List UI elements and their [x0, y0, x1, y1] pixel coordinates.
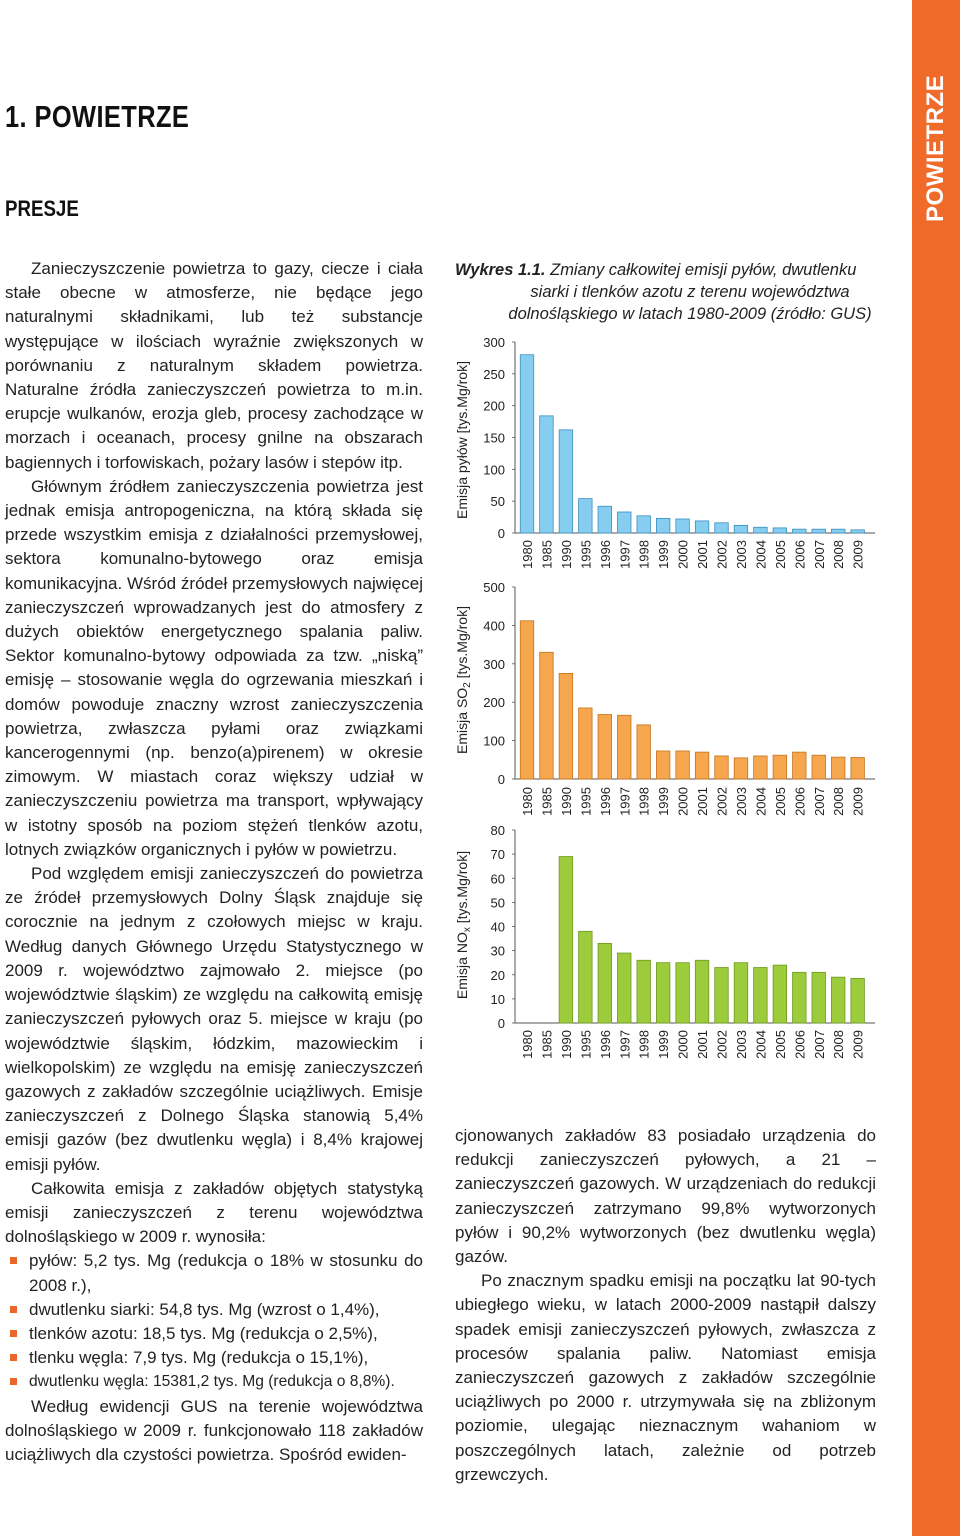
- bar-1980: [520, 355, 534, 533]
- bar-2005: [773, 528, 787, 533]
- bar-2008: [831, 757, 845, 779]
- y-tick-label: 200: [483, 695, 505, 711]
- x-tick-label: 1999: [656, 787, 672, 816]
- paragraph-intro: Zanieczyszczenie powietrza to gazy, ciecze i ciała stałe obecne w atmosferze, nie będące jego naturalnymi składnikami, lub też substancje występujące w ilościach wyraźnie zwiększonych w porównaniu z naturalnym składem powietrza. Naturalne źródła zanieczyszczeń powietrza to m.in. erupcje wulkanów, erozja gleb, procesy zachodzące w morzach i oceanach, procesy gnilne na obszarach bagiennych i torfowiskach, pożary lasów i stepów itp.: [5, 259, 423, 472]
- bar-2003: [734, 963, 748, 1023]
- bar-1996: [598, 506, 612, 533]
- y-tick-label: 150: [483, 430, 505, 446]
- bar-1999: [656, 751, 670, 779]
- bar-1999: [656, 963, 670, 1023]
- bar-2005: [773, 965, 787, 1023]
- x-tick-label: 2009: [850, 540, 866, 569]
- list-item: dwutlenku siarki: 54,8 tys. Mg (wzrost o 1,4%),: [5, 1298, 423, 1322]
- x-tick-label: 2003: [733, 1030, 749, 1059]
- y-tick-label: 10: [490, 991, 505, 1007]
- x-tick-label: 1997: [617, 787, 633, 816]
- bar-1997: [618, 715, 632, 779]
- bar-1996: [598, 714, 612, 779]
- bar-2006: [793, 752, 807, 779]
- list-item: tlenków azotu: 18,5 tys. Mg (redukcja o 2,5%),: [5, 1322, 423, 1346]
- list-item: pyłów: 5,2 tys. Mg (redukcja o 18% w stosunku do 2008 r.),: [5, 1249, 423, 1297]
- bar-2003: [734, 758, 748, 779]
- x-tick-label: 2004: [753, 540, 769, 569]
- paragraph-gus-records: Według ewidencji GUS na terenie województwa dolnośląskiego w 2009 r. funkcjonowało 118 zakładów uciążliwych dla czystości powietrza. Spośród ewiden-: [5, 1396, 423, 1464]
- x-tick-label: 1999: [656, 540, 672, 569]
- y-tick-label: 60: [490, 871, 505, 887]
- x-tick-label: 2009: [850, 787, 866, 816]
- chart-panel-2: [454, 580, 875, 816]
- paragraph-reduction-devices: cjonowanych zakładów 83 posiadało urządzenia do redukcji zanieczyszczeń pyłowych, a 21 – zanieczyszczeń gazowych. W urządzeniach do redukcji zanieczyszczeń zatrzymano 99,8% wytworzonych pyłów i 90,2% wytworzonych (bez dwutlenku węgla) gazów.: [455, 1126, 876, 1267]
- y-tick-label: 200: [483, 398, 505, 414]
- bar-2009: [851, 757, 865, 779]
- right-column: [455, 1124, 876, 1487]
- x-tick-label: 2006: [792, 787, 808, 816]
- x-tick-label: 2002: [714, 787, 730, 816]
- bar-2008: [831, 977, 845, 1023]
- chart-panel-3: [454, 823, 875, 1059]
- x-tick-label: 1997: [617, 540, 633, 569]
- x-tick-label: 2003: [733, 540, 749, 569]
- x-tick-label: 2007: [811, 787, 827, 816]
- bar-2004: [754, 527, 768, 533]
- emission-charts: [450, 325, 880, 1070]
- bar-2001: [695, 752, 709, 779]
- list-item: tlenku węgla: 7,9 tys. Mg (redukcja o 15,1%),: [5, 1346, 423, 1370]
- bar-2007: [812, 972, 826, 1023]
- y-tick-label: 300: [483, 335, 505, 350]
- y-axis-label: Emisja $NO_x$ [tys.Mg/rok]: [454, 850, 473, 1000]
- bar-2002: [715, 968, 729, 1023]
- y-tick-label: 0: [497, 1016, 505, 1031]
- bar-2007: [812, 529, 826, 533]
- y-tick-label: 250: [483, 366, 505, 382]
- y-tick-label: 80: [490, 823, 505, 838]
- side-section-label: POWIETRZE: [922, 74, 949, 222]
- bar-2006: [793, 529, 807, 533]
- y-tick-label: 20: [490, 967, 505, 983]
- page-title: 1. POWIETRZE: [5, 99, 190, 134]
- bar-1998: [637, 960, 651, 1023]
- y-tick-label: 0: [497, 772, 505, 787]
- x-tick-label: 2004: [753, 787, 769, 816]
- x-tick-label: 1985: [539, 787, 555, 816]
- left-column: [5, 257, 423, 1467]
- x-tick-label: 1998: [636, 1030, 652, 1059]
- x-tick-label: 2000: [675, 540, 691, 569]
- y-tick-label: 400: [483, 618, 505, 634]
- x-tick-label: 2008: [831, 787, 847, 816]
- bar-1995: [579, 708, 593, 779]
- list-item: dwutlenku węgla: 15381,2 tys. Mg (redukcja o 8,8%).: [5, 1370, 423, 1394]
- x-tick-label: 1996: [597, 787, 613, 816]
- bar-2008: [831, 529, 845, 533]
- x-tick-label: 2001: [695, 1030, 711, 1059]
- y-tick-label: 30: [490, 943, 505, 959]
- x-tick-label: 2005: [772, 1030, 788, 1059]
- bar-2006: [793, 972, 807, 1023]
- x-tick-label: 1995: [578, 787, 594, 816]
- bar-2001: [695, 960, 709, 1023]
- x-tick-label: 1997: [617, 1030, 633, 1059]
- x-tick-label: 2004: [753, 1030, 769, 1059]
- y-tick-label: 300: [483, 656, 505, 672]
- bar-1995: [579, 499, 593, 533]
- x-tick-label: 1980: [520, 540, 535, 569]
- bar-2004: [754, 968, 768, 1023]
- x-tick-label: 1996: [597, 1030, 613, 1059]
- x-tick-label: 2006: [792, 540, 808, 569]
- chart-caption-label: Wykres 1.1.: [455, 261, 546, 279]
- bar-1998: [637, 725, 651, 779]
- x-tick-label: 2002: [714, 1030, 730, 1059]
- bar-2000: [676, 751, 690, 779]
- x-tick-label: 2002: [714, 540, 730, 569]
- y-tick-label: 100: [483, 733, 505, 749]
- side-band: [912, 0, 960, 1536]
- y-tick-label: 100: [483, 462, 505, 478]
- x-tick-label: 2003: [733, 787, 749, 816]
- bar-2004: [754, 756, 768, 779]
- x-tick-label: 1980: [520, 787, 535, 816]
- x-tick-label: 1998: [636, 787, 652, 816]
- x-tick-label: 2001: [695, 540, 711, 569]
- emission-list: [5, 1249, 423, 1394]
- x-tick-label: 1990: [558, 1030, 574, 1059]
- bar-1998: [637, 516, 651, 533]
- x-tick-label: 1985: [539, 540, 555, 569]
- y-tick-label: 0: [497, 526, 505, 541]
- y-tick-label: 70: [490, 847, 505, 863]
- paragraph-sources: Głównym źródłem zanieczyszczenia powietrza jest jednak emisja antropogeniczna, na którą składa się przede wszystkim emisja z działalności przemysłowej, sektora komunalno-bytowego oraz emisja komunikacyjna. Wśród źródeł przemysłowych najwięcej zanieczyszczeń wprowadzanych jest do atmosfery z dużych obiektów energetycznego spalania paliw. Sektor komunalno-bytowy odpowiada za tzw. „niską” emisję – stosowanie węgla do ogrzewania mieszkań i domów powoduje znaczny wzrost zanieczyszczenia powietrza, zwłaszcza pyłami oraz związkami kancerogennymi (np. benzo(a)pirenem) w okresie zimowym. W miastach coraz większy udział w zanieczyszczeniu powietrza ma transport, wpływający w istotny sposób na poziom stężeń tlenków azotu, lotnych związków organicznych i pyłów w powietrzu.: [5, 476, 423, 859]
- x-tick-label: 1980: [520, 1030, 535, 1059]
- bar-2001: [695, 521, 709, 533]
- x-tick-label: 1990: [558, 787, 574, 816]
- x-tick-label: 2008: [831, 1030, 847, 1059]
- bar-2000: [676, 519, 690, 533]
- bar-1996: [598, 943, 612, 1023]
- bar-2009: [851, 978, 865, 1023]
- x-tick-label: 1996: [597, 540, 613, 569]
- x-tick-label: 1998: [636, 540, 652, 569]
- bar-2003: [734, 525, 748, 533]
- x-tick-label: 2001: [695, 787, 711, 816]
- x-tick-label: 2005: [772, 787, 788, 816]
- bar-2005: [773, 755, 787, 779]
- bar-2002: [715, 523, 729, 533]
- bar-1999: [656, 518, 670, 533]
- bar-2000: [676, 963, 690, 1023]
- bar-1997: [618, 953, 632, 1023]
- chart-panel-1: [454, 335, 875, 569]
- paragraph-trend: Po znacznym spadku emisji na początku lat 90-tych ubiegłego wieku, w latach 2000-2009 nastąpił dalszy spadek emisji zanieczyszczeń pyłowych, zwłaszcza z procesów spalania paliw. Natomiast emisja zanieczyszczeń gazowych z zakładów szczególnie uciążliwych po 2000 r. utrzymywała się na zbliżonym poziomie, ulegając nieznacznym wahaniom w poszczególnych latach, zależnie od potrzeb grzewczych.: [455, 1271, 876, 1484]
- x-tick-label: 2007: [811, 1030, 827, 1059]
- x-tick-label: 1995: [578, 540, 594, 569]
- chart-caption-first: Zmiany całkowitej emisji pyłów, dwutlenku: [550, 261, 857, 279]
- y-axis-label: Emisja pyłów [tys.Mg/rok]: [454, 361, 470, 519]
- bar-1980: [520, 621, 534, 779]
- bar-1995: [579, 931, 593, 1023]
- section-subtitle: PRESJE: [5, 196, 79, 221]
- x-tick-label: 1995: [578, 1030, 594, 1059]
- chart-caption: [455, 259, 875, 325]
- x-tick-label: 1985: [539, 1030, 555, 1059]
- bar-1990: [559, 430, 573, 533]
- x-tick-label: 1990: [558, 540, 574, 569]
- y-tick-label: 50: [490, 895, 505, 911]
- x-tick-label: 2009: [850, 1030, 866, 1059]
- bar-1990: [559, 673, 573, 779]
- x-tick-label: 2008: [831, 540, 847, 569]
- x-tick-label: 2000: [675, 1030, 691, 1059]
- y-tick-label: 50: [490, 494, 505, 510]
- y-tick-label: 500: [483, 580, 505, 595]
- x-tick-label: 1999: [656, 1030, 672, 1059]
- bar-2002: [715, 756, 729, 779]
- x-tick-label: 2000: [675, 787, 691, 816]
- bar-1985: [540, 416, 554, 533]
- chart-caption-rest: siarki i tlenków azotu z terenu województwa dolnośląskiego w latach 1980-2009 (źródło: GUS): [508, 283, 872, 323]
- x-tick-label: 2007: [811, 540, 827, 569]
- bar-1990: [559, 857, 573, 1023]
- x-tick-label: 2005: [772, 540, 788, 569]
- bar-2009: [851, 530, 865, 533]
- bar-1997: [618, 512, 632, 533]
- paragraph-ranking: Pod względem emisji zanieczyszczeń do powietrza ze źródeł przemysłowych Dolny Śląsk znajduje się corocznie na jednym z czołowych miejsc w kraju. Według danych Głównego Urzędu Statystycznego w 2009 r. województwo zajmowało 2. miejsce (po województwie śląskim) ze względu na całkowitą emisję zanieczyszczeń pyłowych oraz 5. miejsce w kraju (po województwie śląskim, łódzkim, mazowieckim i wielkopolskim) ze względu na emisję zanieczyszczeń gazowych z zakładów szczególnie uciążliwych. Emisje zanieczyszczeń z Dolnego Śląska stanowią 5,4% emisji gazów (bez dwutlenku węgla) i 8,4% krajowej emisji pyłów.: [5, 864, 423, 1174]
- bar-2007: [812, 755, 826, 779]
- y-axis-label: Emisja $SO_2$ [tys.Mg/rok]: [454, 606, 473, 754]
- bar-1985: [540, 652, 554, 779]
- x-tick-label: 2006: [792, 1030, 808, 1059]
- paragraph-total-emission: Całkowita emisja z zakładów objętych statystyką emisji zanieczyszczeń z terenu województwa dolnośląskiego w 2009 r. wynosiła:: [5, 1178, 423, 1247]
- y-tick-label: 40: [490, 919, 505, 935]
